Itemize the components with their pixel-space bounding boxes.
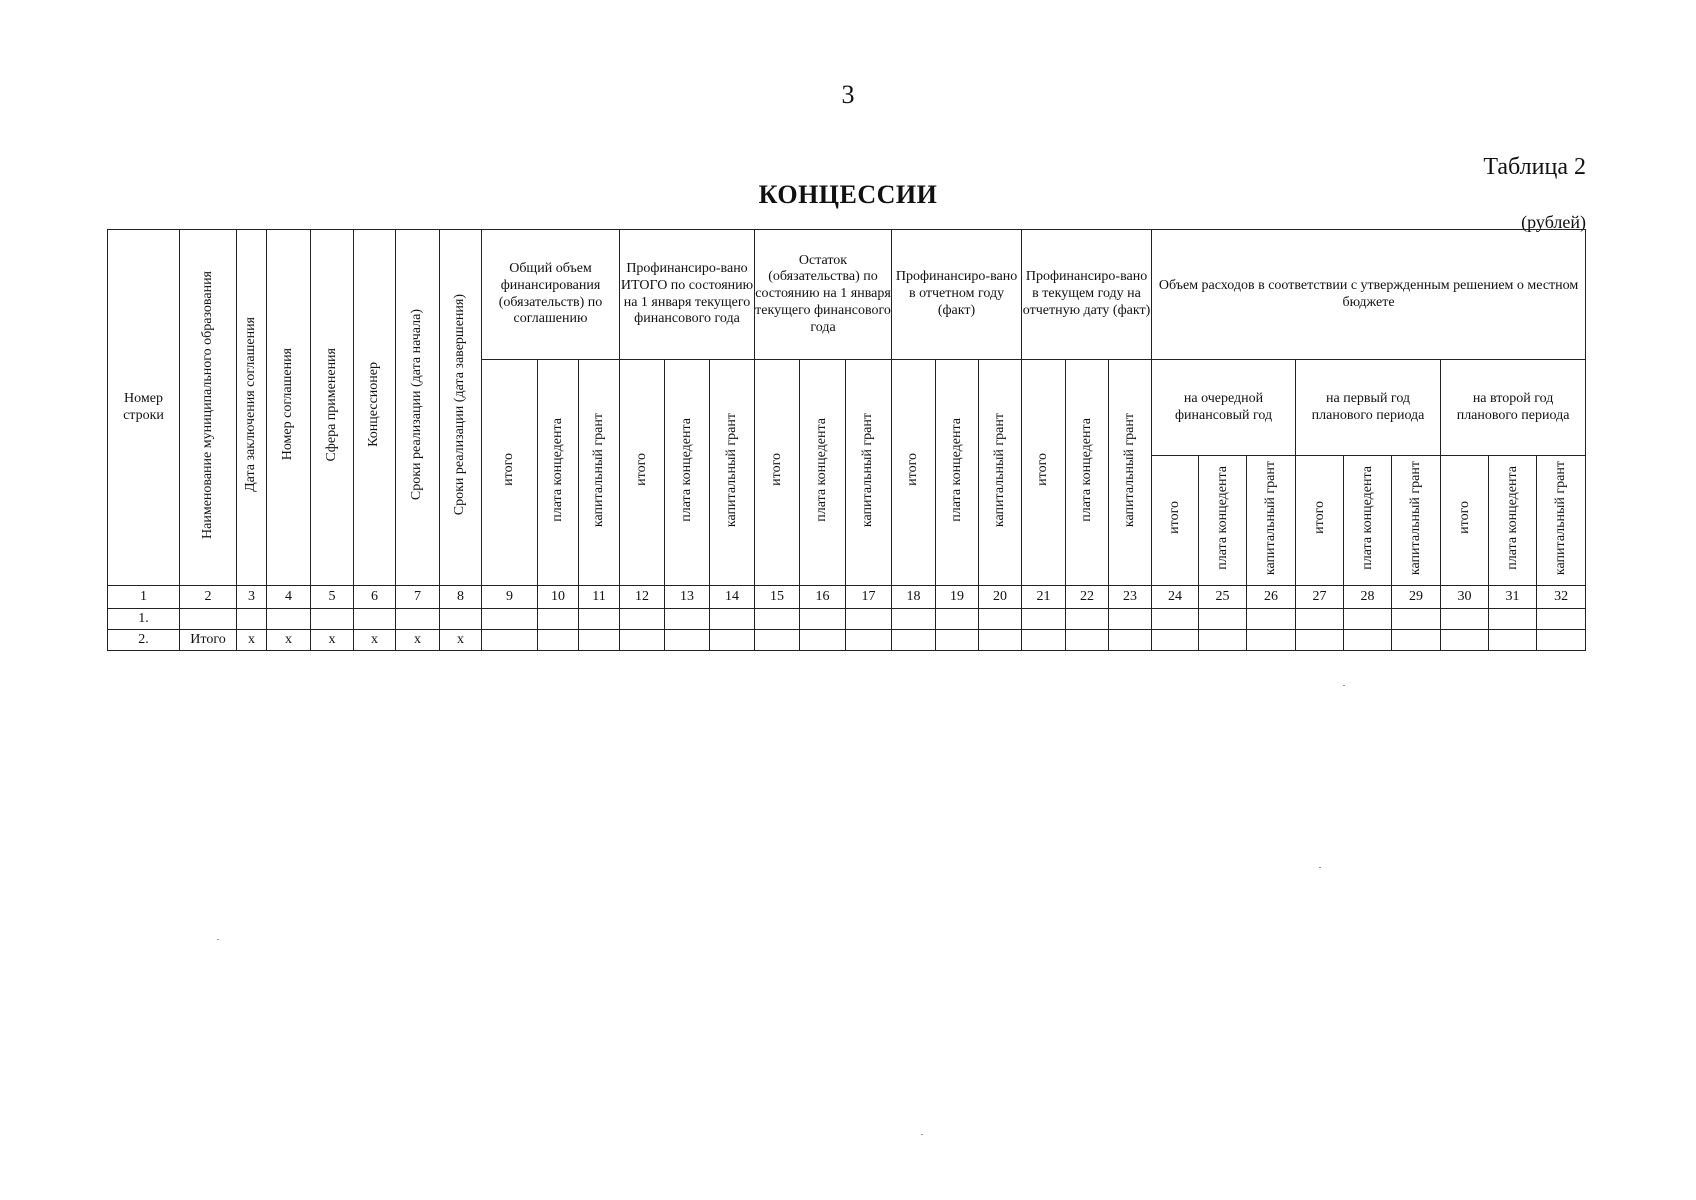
column-number-cell: 14 bbox=[710, 586, 755, 609]
header-total-volume-fee: плата концедента bbox=[538, 360, 579, 586]
column-number-cell: 4 bbox=[267, 586, 311, 609]
header-row-groups bbox=[108, 230, 1586, 360]
header-group-financed-total: Профинансиро-вано ИТОГО по состоянию на 1 января текущего финансового года bbox=[620, 230, 755, 360]
column-number-cell: 3 bbox=[237, 586, 267, 609]
header-term-end: Сроки реализации (дата завершения) bbox=[440, 230, 482, 586]
row-cell bbox=[482, 609, 538, 630]
header-municipality: Наименование муниципального образования bbox=[180, 230, 237, 586]
row-cell bbox=[538, 609, 579, 630]
row-cell bbox=[979, 630, 1022, 651]
column-number-cell: 19 bbox=[936, 586, 979, 609]
row-cell bbox=[1152, 630, 1199, 651]
column-number-cell: 9 bbox=[482, 586, 538, 609]
header-report-year-total: итого bbox=[892, 360, 936, 586]
row-cell bbox=[1489, 630, 1537, 651]
header-group-total-volume: Общий объем финансирования (обязательств) по соглашению bbox=[482, 230, 620, 360]
row-cell bbox=[620, 609, 665, 630]
row-cell bbox=[440, 609, 482, 630]
header-financed-total-total: итого bbox=[620, 360, 665, 586]
header-sub-second-plan-year: на второй год планового периода bbox=[1441, 360, 1586, 456]
column-number-cell: 30 bbox=[1441, 586, 1489, 609]
header-concessionaire: Концессионер bbox=[354, 230, 396, 586]
header-scope: Сфера применения bbox=[311, 230, 354, 586]
row-cell bbox=[1344, 609, 1392, 630]
header-second-plan-grant: капитальный грант bbox=[1537, 456, 1586, 586]
column-number-cell: 12 bbox=[620, 586, 665, 609]
header-group-remainder: Остаток (обязательства) по состоянию на 1 января текущего финансового года bbox=[755, 230, 892, 360]
header-row-number: Номер строки bbox=[108, 230, 180, 586]
header-report-year-grant: капитальный грант bbox=[979, 360, 1022, 586]
row-cell bbox=[354, 609, 396, 630]
row-cell bbox=[1344, 630, 1392, 651]
header-remainder-total: итого bbox=[755, 360, 800, 586]
row-cell bbox=[936, 609, 979, 630]
page-number: 3 bbox=[841, 80, 855, 109]
row-cell: х bbox=[440, 630, 482, 651]
row-number: 2. bbox=[108, 630, 180, 651]
row-cell bbox=[1022, 609, 1066, 630]
column-number-cell: 1 bbox=[108, 586, 180, 609]
row-cell bbox=[538, 630, 579, 651]
row-cell bbox=[665, 609, 710, 630]
row-cell bbox=[1392, 609, 1441, 630]
row-cell bbox=[579, 609, 620, 630]
header-current-year-fee: плата концедента bbox=[1066, 360, 1109, 586]
column-number-row bbox=[108, 586, 1586, 609]
row-name: Итого bbox=[180, 630, 237, 651]
row-cell bbox=[1392, 630, 1441, 651]
header-financed-total-grant: капитальный грант bbox=[710, 360, 755, 586]
header-total-volume-total: итого bbox=[482, 360, 538, 586]
row-cell bbox=[482, 630, 538, 651]
header-term-start: Сроки реализации (дата начала) bbox=[396, 230, 440, 586]
header-first-plan-total: итого bbox=[1296, 456, 1344, 586]
row-cell bbox=[311, 609, 354, 630]
concessions-table bbox=[107, 229, 1586, 651]
row-cell: х bbox=[267, 630, 311, 651]
column-number-cell: 27 bbox=[1296, 586, 1344, 609]
row-cell bbox=[710, 609, 755, 630]
row-cell bbox=[579, 630, 620, 651]
column-number-cell: 7 bbox=[396, 586, 440, 609]
header-group-budget: Объем расходов в соответствии с утвержденным решением о местном бюджете bbox=[1152, 230, 1586, 360]
header-sub-next-year: на очередной финансовый год bbox=[1152, 360, 1296, 456]
row-number: 1. bbox=[108, 609, 180, 630]
header-next-year-grant: капитальный грант bbox=[1247, 456, 1296, 586]
row-cell bbox=[1199, 609, 1247, 630]
header-remainder-fee: плата концедента bbox=[800, 360, 846, 586]
row-cell bbox=[1066, 609, 1109, 630]
row-cell bbox=[1441, 630, 1489, 651]
column-number-cell: 22 bbox=[1066, 586, 1109, 609]
column-number-cell: 10 bbox=[538, 586, 579, 609]
row-cell bbox=[237, 609, 267, 630]
row-cell bbox=[892, 609, 936, 630]
header-financed-total-fee: плата концедента bbox=[665, 360, 710, 586]
header-agreement-date: Дата заключения соглашения bbox=[237, 230, 267, 586]
header-total-volume-grant: капитальный грант bbox=[579, 360, 620, 586]
header-second-plan-fee: плата концедента bbox=[1489, 456, 1537, 586]
row-cell bbox=[1109, 609, 1152, 630]
header-report-year-fee: плата концедента bbox=[936, 360, 979, 586]
column-number-cell: 18 bbox=[892, 586, 936, 609]
document-title: КОНЦЕССИИ bbox=[758, 180, 938, 209]
table-row bbox=[108, 630, 1586, 651]
row-cell bbox=[665, 630, 710, 651]
row-cell bbox=[1022, 630, 1066, 651]
row-cell bbox=[1489, 609, 1537, 630]
column-number-cell: 17 bbox=[846, 586, 892, 609]
header-remainder-grant: капитальный грант bbox=[846, 360, 892, 586]
row-cell bbox=[755, 630, 800, 651]
row-cell bbox=[1247, 609, 1296, 630]
row-name bbox=[180, 609, 237, 630]
row-cell: х bbox=[237, 630, 267, 651]
row-cell bbox=[800, 609, 846, 630]
row-cell bbox=[979, 609, 1022, 630]
column-number-cell: 11 bbox=[579, 586, 620, 609]
header-group-financed-current-year: Профинансиро-вано в текущем году на отчетную дату (факт) bbox=[1022, 230, 1152, 360]
table-label: Таблица 2 bbox=[1483, 154, 1586, 180]
row-cell bbox=[710, 630, 755, 651]
scan-speck bbox=[1343, 685, 1345, 686]
scan-speck bbox=[1319, 867, 1321, 868]
header-second-plan-total: итого bbox=[1441, 456, 1489, 586]
row-cell bbox=[936, 630, 979, 651]
column-number-cell: 26 bbox=[1247, 586, 1296, 609]
column-number-cell: 24 bbox=[1152, 586, 1199, 609]
row-cell bbox=[1296, 630, 1344, 651]
header-current-year-total: итого bbox=[1022, 360, 1066, 586]
column-number-cell: 25 bbox=[1199, 586, 1247, 609]
row-cell bbox=[1537, 630, 1586, 651]
column-number-cell: 29 bbox=[1392, 586, 1441, 609]
column-number-cell: 8 bbox=[440, 586, 482, 609]
column-number-cell: 13 bbox=[665, 586, 710, 609]
row-cell bbox=[846, 630, 892, 651]
row-cell bbox=[755, 609, 800, 630]
column-number-cell: 23 bbox=[1109, 586, 1152, 609]
units-label: (рублей) bbox=[1521, 212, 1586, 232]
header-current-year-grant: капитальный грант bbox=[1109, 360, 1152, 586]
column-number-cell: 5 bbox=[311, 586, 354, 609]
header-next-year-total: итого bbox=[1152, 456, 1199, 586]
row-cell bbox=[892, 630, 936, 651]
table-row bbox=[108, 609, 1586, 630]
header-first-plan-fee: плата концедента bbox=[1344, 456, 1392, 586]
row-cell bbox=[1296, 609, 1344, 630]
row-cell bbox=[1199, 630, 1247, 651]
header-group-financed-report-year: Профинансиро-вано в отчетном году (факт) bbox=[892, 230, 1022, 360]
row-cell bbox=[396, 609, 440, 630]
column-number-cell: 31 bbox=[1489, 586, 1537, 609]
header-agreement-number: Номер соглашения bbox=[267, 230, 311, 586]
column-number-cell: 20 bbox=[979, 586, 1022, 609]
row-cell: х bbox=[311, 630, 354, 651]
row-cell bbox=[1109, 630, 1152, 651]
row-cell bbox=[620, 630, 665, 651]
row-cell bbox=[846, 609, 892, 630]
scan-speck bbox=[217, 939, 219, 940]
column-number-cell: 15 bbox=[755, 586, 800, 609]
column-number-cell: 28 bbox=[1344, 586, 1392, 609]
row-cell bbox=[800, 630, 846, 651]
row-cell bbox=[1066, 630, 1109, 651]
row-cell bbox=[1152, 609, 1199, 630]
row-cell bbox=[1441, 609, 1489, 630]
row-cell: х bbox=[396, 630, 440, 651]
scan-speck bbox=[921, 1134, 923, 1135]
column-number-cell: 6 bbox=[354, 586, 396, 609]
column-number-cell: 2 bbox=[180, 586, 237, 609]
column-number-cell: 21 bbox=[1022, 586, 1066, 609]
header-first-plan-grant: капитальный грант bbox=[1392, 456, 1441, 586]
header-next-year-fee: плата концедента bbox=[1199, 456, 1247, 586]
header-sub-first-plan-year: на первый год планового периода bbox=[1296, 360, 1441, 456]
column-number-cell: 16 bbox=[800, 586, 846, 609]
row-cell bbox=[1247, 630, 1296, 651]
row-cell: х bbox=[354, 630, 396, 651]
row-cell bbox=[1537, 609, 1586, 630]
column-number-cell: 32 bbox=[1537, 586, 1586, 609]
row-cell bbox=[267, 609, 311, 630]
